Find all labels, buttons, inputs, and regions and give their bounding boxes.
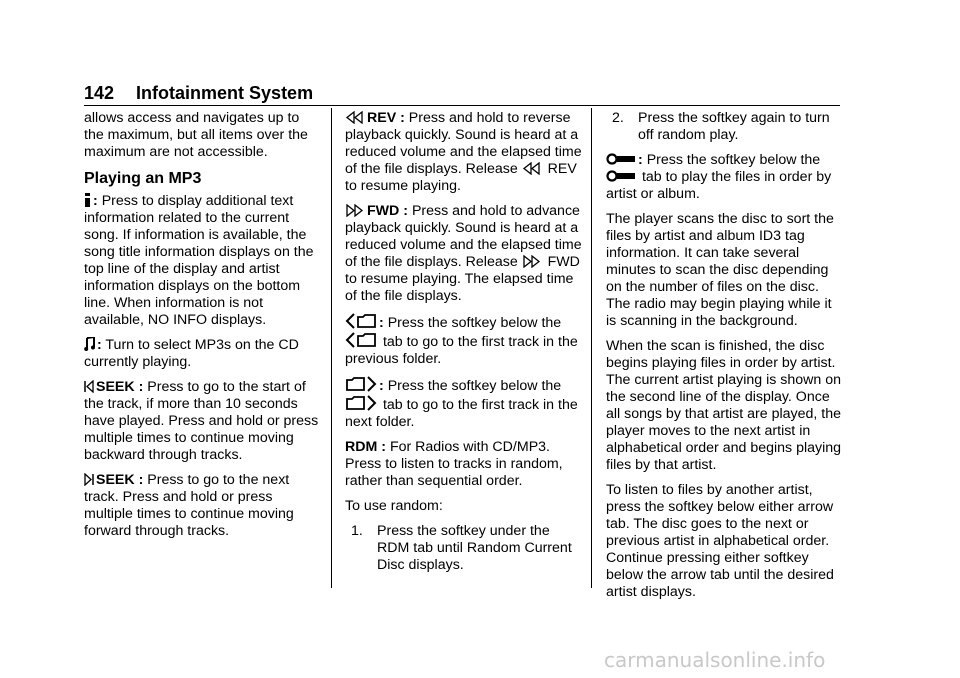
rev-paragraph: REV : Press and hold to reverse playback quickly. Sound is heard at a reduced volume and the elapsed time of the file displays. Release REV to resume playing. [345, 110, 582, 194]
rewind-icon [345, 111, 365, 124]
listen-paragraph: To listen to files by another artist, press the softkey below either arrow tab. The disc goes to the next or previous artist in alphabetical order. Continue pressing either softkey below the arrow tab until the desired artist displays. [606, 482, 834, 600]
intro-paragraph: allows access and navigates up to the maximum, but all items over the maximum are not accessible. [84, 110, 308, 160]
finished-paragraph: When the scan is finished, the disc begins playing files in order by artist. The current artist playing is shown on the second line of the display. Once all songs by that artist are played, the player moves to the next artist in alphabetical order and begins playing files by that artist. [606, 338, 842, 473]
music-note-icon [84, 337, 95, 351]
previous-folder-icon [345, 313, 377, 329]
fast-forward-icon [522, 255, 542, 268]
artist-icon [606, 152, 636, 166]
rdm-paragraph: RDM : For Radios with CD/MP3. Press to listen to tracks in random, rather than sequential order. [345, 439, 563, 489]
watermark: carmanualsonline.info [604, 648, 826, 672]
music-paragraph: : Turn to select MP3s on the CD currently playing. [84, 337, 299, 370]
fwd-paragraph: FWD : Press and hold to advance playback quickly. Sound is heard at a reduced volume and the elapsed time of the file displays. Release FWD to resume playing. The elapsed time of the file displays. [345, 203, 582, 304]
previous-folder-paragraph: : Press the softkey below the tab to go to the first track in the previous folder. [345, 315, 578, 367]
column-divider-2 [591, 108, 592, 588]
info-paragraph: : Press to display additional text information related to the current song. If information is available, the song title information displays on the top line of the display and artist information displays on the bottom line. When information is not available, NO INFO displays. [84, 193, 314, 328]
previous-folder-icon [345, 332, 377, 348]
column-divider-1 [331, 108, 332, 588]
list-item: 1. Press the softkey under the RDM tab until Random Current Disc displays. [351, 523, 572, 573]
section-heading: Playing an MP3 [84, 170, 202, 187]
seek-back-icon [84, 380, 94, 393]
column-1 [84, 110, 320, 548]
fast-forward-icon [345, 204, 365, 217]
column-3 [606, 110, 842, 609]
section-title: Infotainment System [136, 83, 314, 103]
list-item: 2. Press the softkey again to turn off random play. [612, 110, 830, 143]
rewind-icon [522, 162, 542, 175]
seek-forward-icon [84, 473, 94, 486]
random-intro: To use random: [345, 498, 443, 514]
page-header [84, 82, 313, 104]
next-folder-icon [345, 395, 377, 411]
header-rule [84, 105, 840, 106]
artist-paragraph: : Press the softkey below the tab to play the files in order by artist or album. [606, 152, 832, 202]
page-number: 142 [84, 83, 115, 103]
next-folder-paragraph: : Press the softkey below the tab to go to the first track in the next folder. [345, 378, 578, 430]
info-icon [84, 193, 91, 207]
artist-icon [606, 169, 636, 183]
seek-forward-paragraph: SEEK : Press to go to the next track. Press and hold or press multiple times to continue moving forward through tracks. [84, 472, 294, 539]
scan-paragraph: The player scans the disc to sort the files by artist and album ID3 tag information. It can take several minutes to scan the disc depending on the number of files on the disc. The radio may begin playing while it is scanning in the background. [606, 211, 834, 329]
seek-back-paragraph: SEEK : Press to go to the start of the track, if more than 10 seconds have played. Press and hold or press multiple times to continue moving backward through tracks. [84, 379, 319, 463]
next-folder-icon [345, 376, 377, 392]
column-2 [345, 110, 583, 582]
